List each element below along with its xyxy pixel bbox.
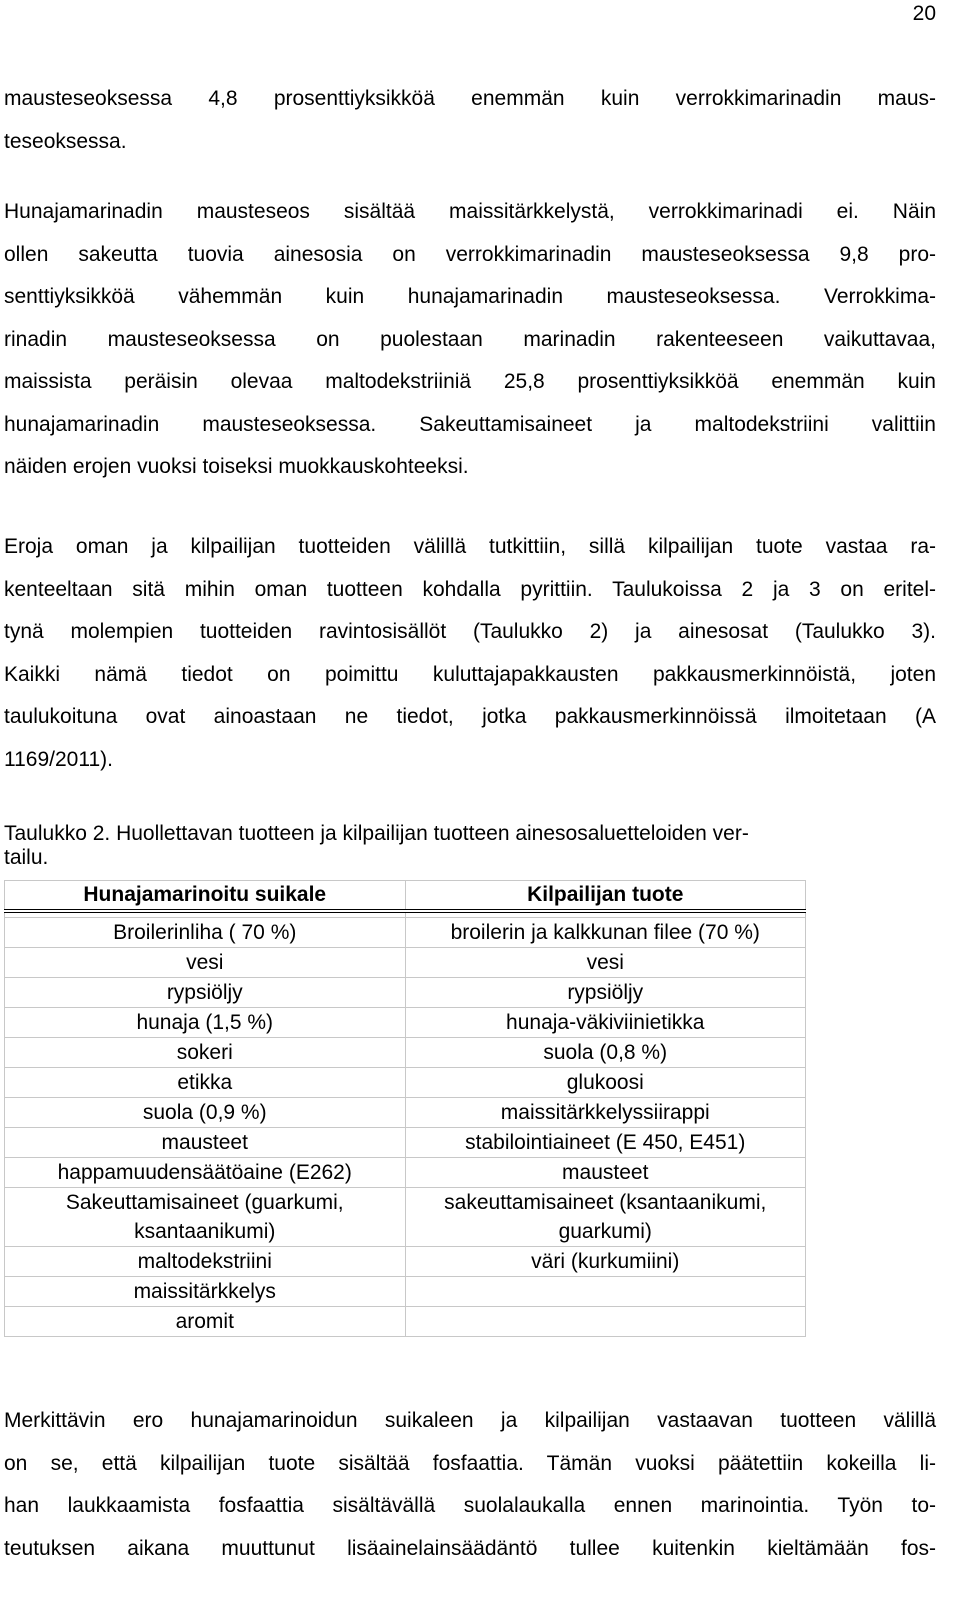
table-cell: vesi	[5, 948, 406, 978]
text-line: ollen sakeutta tuovia ainesosia on verrokkimarinadin mausteseoksessa 9,8 pro-	[4, 242, 936, 266]
text-line: mausteseoksessa 4,8 prosenttiyksikköä enemmän kuin verrokkimarinadin maus-	[4, 87, 936, 110]
page-number: 20	[912, 2, 936, 25]
cell-line: Sakeuttamisaineet (guarkumi,	[65, 1191, 344, 1214]
text-line: senttiyksikköä vähemmän kuin hunajamarinadin mausteseoksessa. Verrokkima-	[4, 285, 936, 308]
text-line: maissista peräisin olevaa maltodekstriiniä 25,8 prosenttiyksikköä enemmän kuin	[4, 370, 936, 393]
table-cell: maissitärkkelyssiirappi	[405, 1098, 806, 1128]
table-row	[5, 1128, 806, 1158]
caption-line: tailu.	[4, 846, 49, 869]
table-cell	[5, 1188, 406, 1247]
text-line: kenteeltaan sitä mihin oman tuotteen kohdalla pyrittiin. Taulukoissa 2 ja 3 on eritel-	[4, 577, 936, 601]
table-row	[5, 1307, 806, 1337]
text-line: taulukoituna ovat ainoastaan ne tiedot, jotka pakkausmerkinnöissä ilmoitetaan (A	[4, 705, 936, 728]
table-row	[5, 948, 806, 978]
table-cell	[405, 1277, 806, 1307]
text-line: Kaikki nämä tiedot on poimittu kuluttajapakkausten pakkausmerkinnöistä, joten	[4, 662, 936, 686]
table-cell: maltodekstriini	[5, 1247, 406, 1277]
column-header: Kilpailijan tuote	[405, 881, 806, 912]
column-header: Hunajamarinoitu suikale	[5, 881, 406, 912]
table-cell: glukoosi	[405, 1068, 806, 1098]
text-line: tynä molempien tuotteiden ravintosisällöt (Taulukko 2) ja ainesosat (Taulukko 3).	[4, 620, 936, 643]
table-row	[5, 978, 806, 1008]
text-line: han laukkaamista fosfaattia sisältävällä suolalaukalla ennen marinointia. Työn to-	[4, 1494, 936, 1517]
ingredients-table	[4, 880, 806, 1337]
table-cell: rypsiöljy	[405, 978, 806, 1008]
table-cell: aromit	[5, 1307, 406, 1337]
table-cell: mausteet	[5, 1128, 406, 1158]
table-cell: broilerin ja kalkkunan filee (70 %)	[405, 918, 806, 948]
table-cell: vesi	[405, 948, 806, 978]
text-line: hunajamarinadin mausteseoksessa. Sakeuttamisaineet ja maltodekstriini valittiin	[4, 412, 936, 436]
cell-line: ksantaanikumi)	[134, 1220, 276, 1243]
cell-line: guarkumi)	[558, 1220, 652, 1243]
table-row	[5, 1247, 806, 1277]
table-cell: hunaja (1,5 %)	[5, 1008, 406, 1038]
table-cell: maissitärkkelys	[5, 1277, 406, 1307]
table-cell: etikka	[5, 1068, 406, 1098]
table-row	[5, 1068, 806, 1098]
table-row	[5, 1158, 806, 1188]
text-line: Hunajamarinadin mausteseos sisältää maissitärkkelystä, verrokkimarinadi ei. Näin	[4, 200, 936, 223]
text-line: on se, että kilpailijan tuote sisältää fosfaattia. Tämän vuoksi päätettiin kokeilla li-	[4, 1451, 936, 1475]
table-row	[5, 1008, 806, 1038]
table-cell: suola (0,9 %)	[5, 1098, 406, 1128]
table-caption	[4, 822, 904, 870]
paragraph-4	[4, 1400, 936, 1570]
text-line: 1169/2011).	[4, 747, 113, 771]
table-row	[5, 1098, 806, 1128]
table-row	[5, 1188, 806, 1247]
table-row	[5, 1038, 806, 1068]
table-header-row	[5, 881, 806, 912]
table-row	[5, 1277, 806, 1307]
text-line: rinadin mausteseoksessa on puolestaan marinadin rakenteeseen vaikuttavaa,	[4, 327, 936, 351]
table-cell: sokeri	[5, 1038, 406, 1068]
caption-line: Taulukko 2. Huollettavan tuotteen ja kilpailijan tuotteen ainesosaluetteloiden ver-	[4, 822, 749, 845]
text-line: Eroja oman ja kilpailijan tuotteiden välillä tutkittiin, sillä kilpailijan tuote vastaa ra-	[4, 535, 936, 558]
text-line: näiden erojen vuoksi toiseksi muokkauskohteeksi.	[4, 455, 469, 478]
paragraph-3	[4, 526, 936, 781]
table-cell: Broilerinliha ( 70 %)	[5, 918, 406, 948]
cell-line: sakeuttamisaineet (ksantaanikumi,	[444, 1191, 767, 1214]
table-cell: happamuudensäätöaine (E262)	[5, 1158, 406, 1188]
table-cell: väri (kurkumiini)	[405, 1247, 806, 1277]
paragraph-1	[4, 78, 936, 163]
table-cell	[405, 1307, 806, 1337]
text-line: teutuksen aikana muuttunut lisäainelainsäädäntö tullee kuitenkin kieltämään fos-	[4, 1536, 936, 1560]
table-cell: stabilointiaineet (E 450, E451)	[405, 1128, 806, 1158]
table-cell: hunaja-väkiviinietikka	[405, 1008, 806, 1038]
text-line: teseoksessa.	[4, 129, 127, 153]
paragraph-2	[4, 191, 936, 489]
table-cell: suola (0,8 %)	[405, 1038, 806, 1068]
table-cell	[405, 1188, 806, 1247]
text-line: Merkittävin ero hunajamarinoidun suikaleen ja kilpailijan vastaavan tuotteen välillä	[4, 1409, 936, 1432]
table-row	[5, 918, 806, 948]
table-cell: rypsiöljy	[5, 978, 406, 1008]
table-cell: mausteet	[405, 1158, 806, 1188]
